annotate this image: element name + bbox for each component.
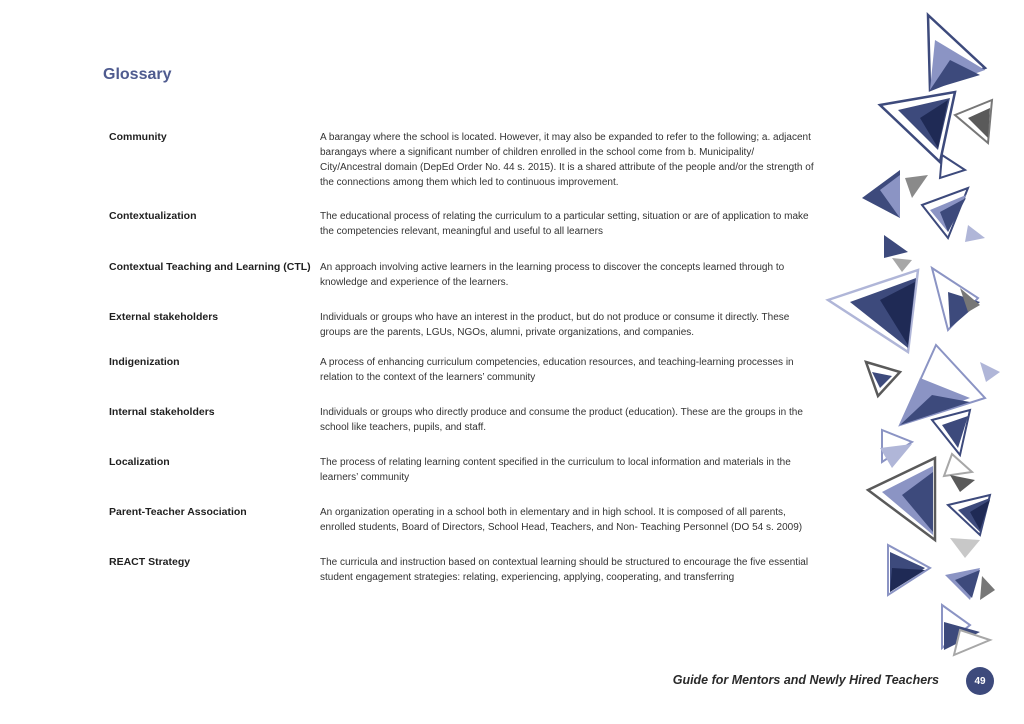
glossary-definition: A barangay where the school is located. However, it may also be expanded to refer to the following; a. adjacent barangays where a significant number of children enrolled in the school come from b. Municipality/ City/Ancestral domain (DepEd Order No. 44 s. 2015). It is a shared attribute of the people and/or the strength of the connections among them which led to continuous improvement. xyxy=(320,132,814,188)
glossary-definition: The process of relating learning content specified in the curriculum to local information and materials in the learners’ community xyxy=(320,457,791,483)
glossary-term: Parent-Teacher Association xyxy=(109,506,247,518)
glossary-term: Internal stakeholders xyxy=(109,406,215,418)
glossary-term: Localization xyxy=(109,456,170,468)
glossary-term: REACT Strategy xyxy=(109,556,191,568)
glossary-term: Contextualization xyxy=(109,210,197,222)
triangle-pattern-decoration xyxy=(820,0,1024,660)
glossary-definition: The curricula and instruction based on contextual learning should be structured to encourage the five essential student engagement strategies: relating, experiencing, applying, cooperating, and transferring xyxy=(320,557,809,583)
glossary-definition: Individuals or groups who directly produce and consume the product (education). These are the groups in the school like teachers, pupils, and staff. xyxy=(320,407,803,433)
glossary-definition: Individuals or groups who have an interest in the product, but do not produce or consume it directly. These groups are the parents, LGUs, NGOs, alumni, private organizations, and companies. xyxy=(320,312,790,338)
glossary-term: Contextual Teaching and Learning (CTL) xyxy=(109,261,311,273)
footer-title: Guide for Mentors and Newly Hired Teachers xyxy=(672,673,939,687)
glossary-definition: The educational process of relating the curriculum to a particular setting, situation or are of application to make the competencies relevant, meaningful and useful to all learners xyxy=(320,211,809,237)
glossary-definition: An organization operating in a school both in elementary and in high school. It is composed of all parents, enrolled students, Board of Directors, School Head, Teachers, and Non- Teaching Personnel (DO 54 s. 2009) xyxy=(320,507,803,533)
page-title: Glossary xyxy=(103,66,172,83)
page-number-badge: 49 xyxy=(966,667,994,695)
glossary-term: Indigenization xyxy=(109,356,180,368)
glossary-definition: A process of enhancing curriculum competencies, education resources, and teaching-learning processes in relation to the context of the learners’ community xyxy=(320,357,794,383)
glossary-term: Community xyxy=(109,131,167,143)
glossary-definition: An approach involving active learners in the learning process to discover the concepts learned through to knowledge and experience of the learners. xyxy=(320,262,785,288)
glossary-term: External stakeholders xyxy=(109,311,219,323)
